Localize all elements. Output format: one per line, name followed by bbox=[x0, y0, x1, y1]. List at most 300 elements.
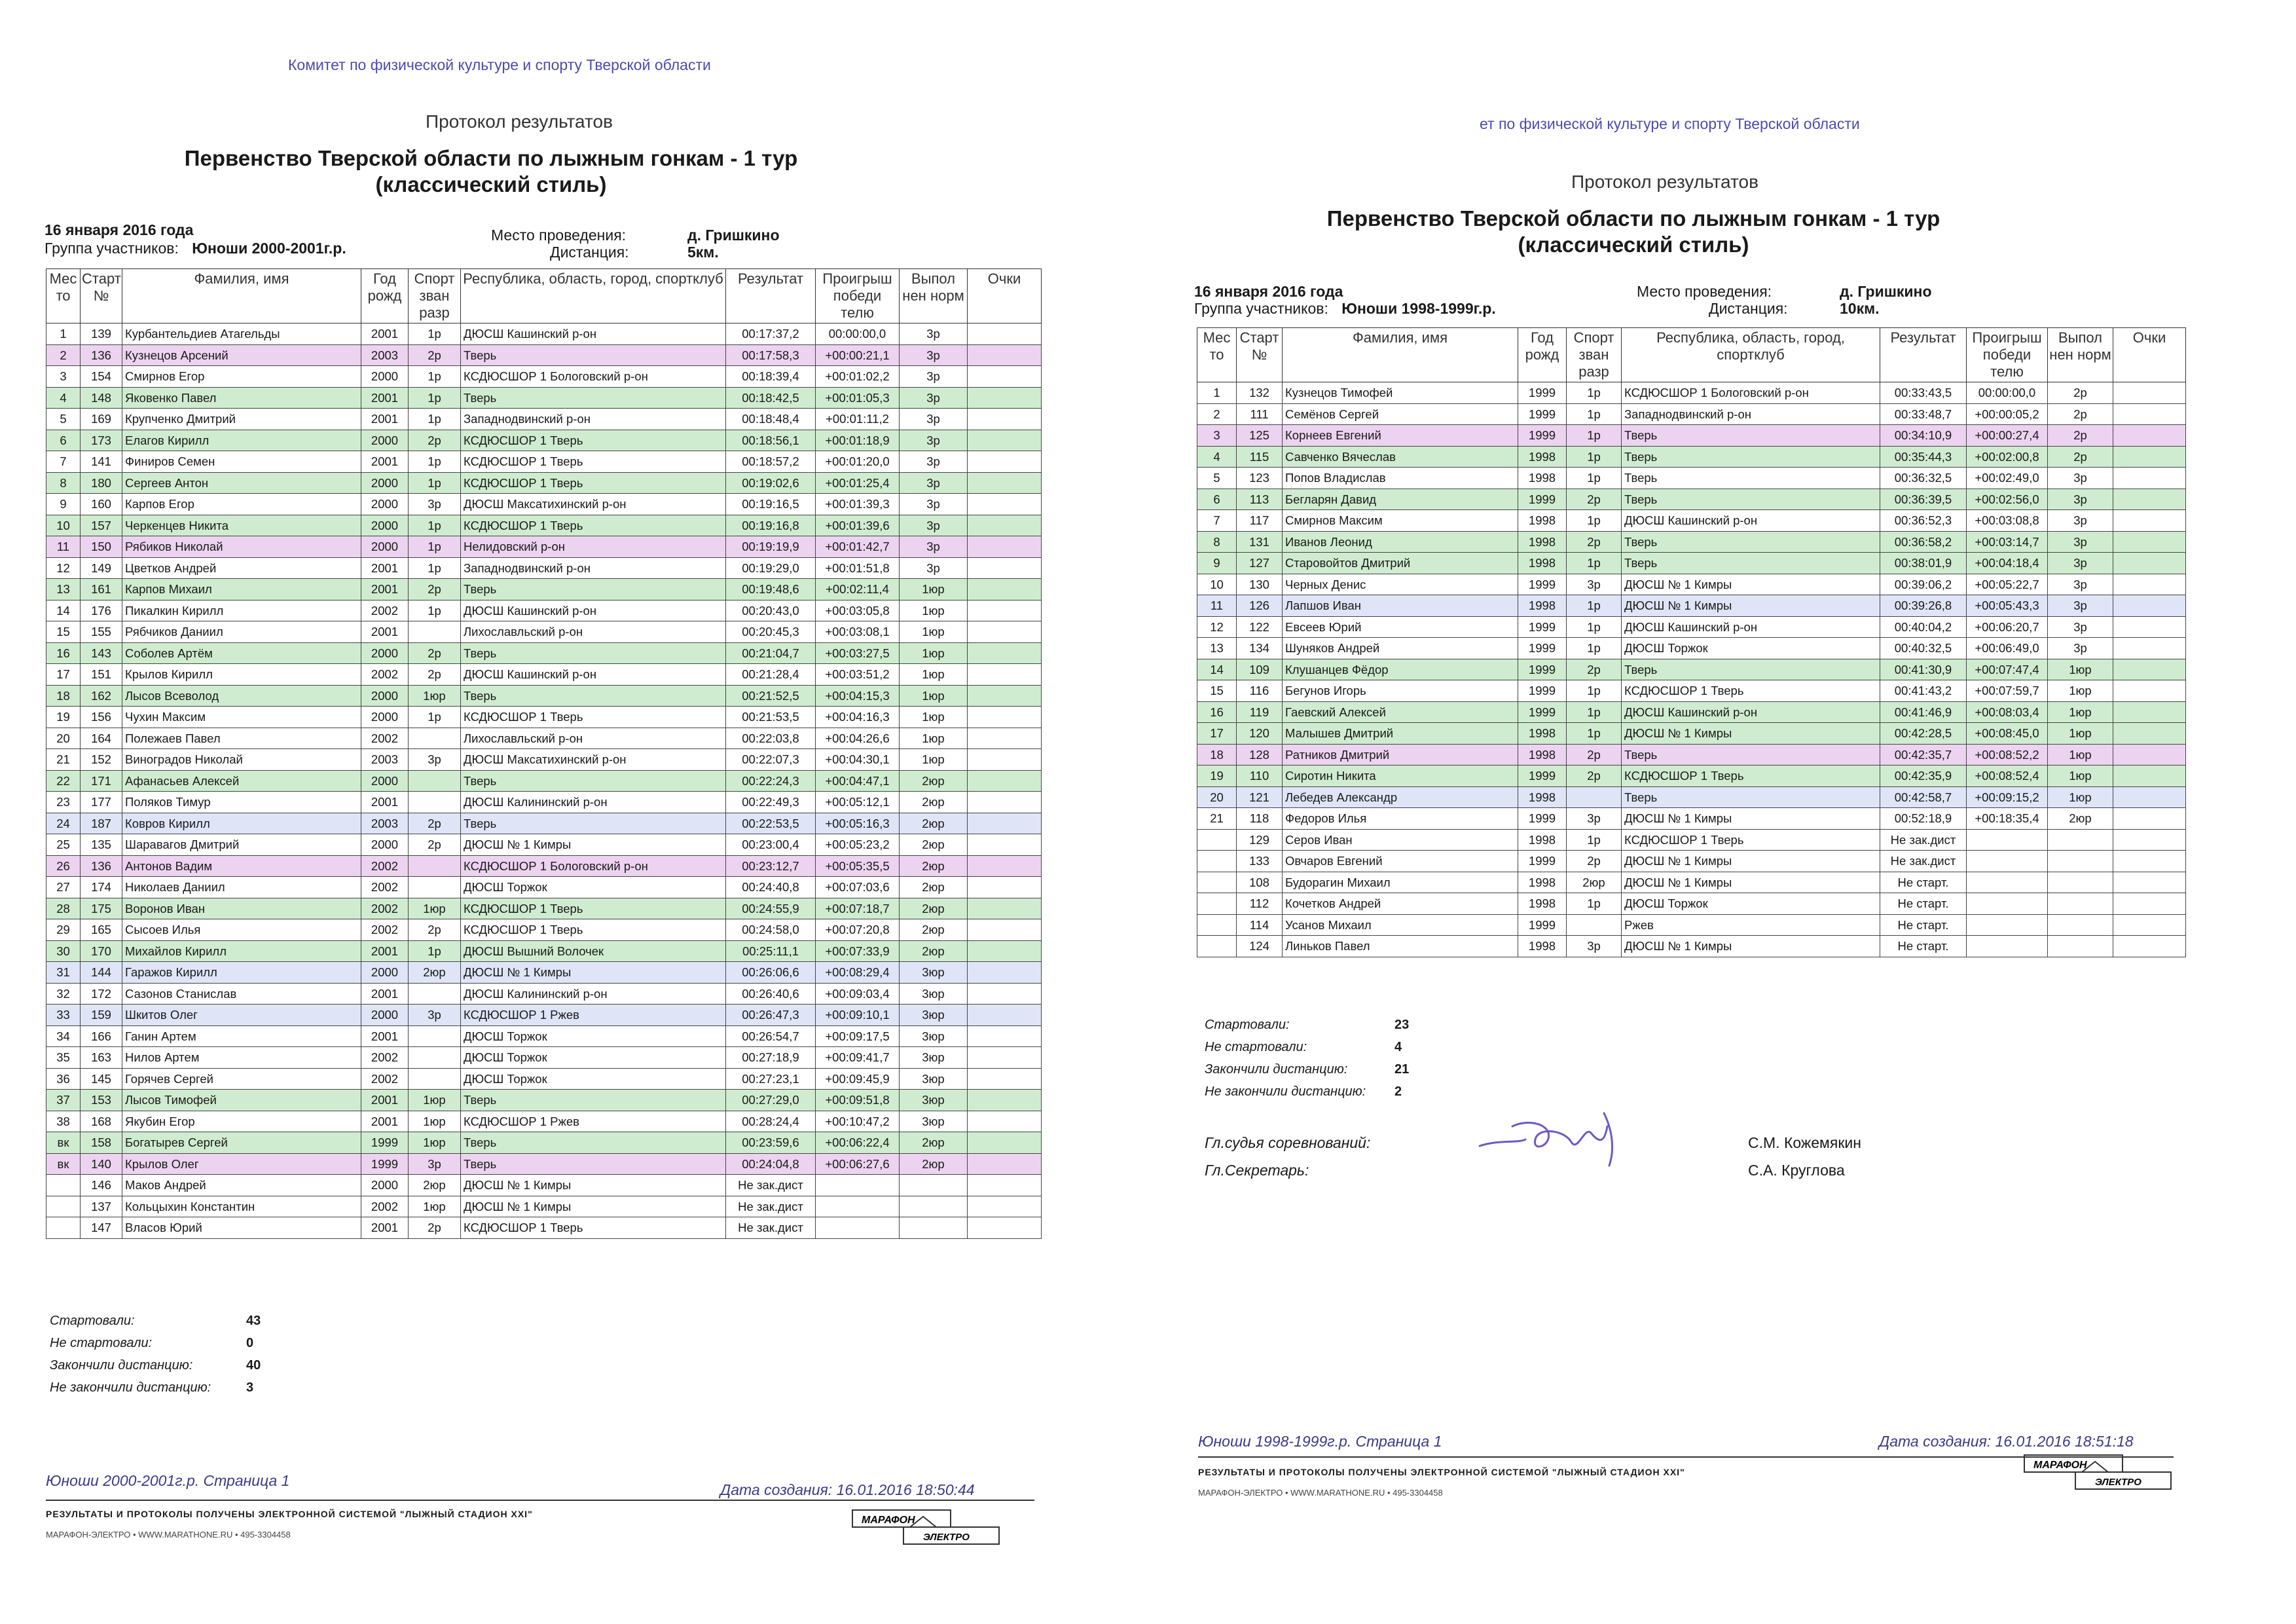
name-cell: Николаев Даниил bbox=[122, 877, 361, 898]
result-cell: 00:19:19,9 bbox=[726, 536, 816, 558]
birth-year-cell: 1998 bbox=[1518, 531, 1567, 553]
gap-cell: +00:04:18,4 bbox=[1967, 553, 2048, 574]
place-cell bbox=[1197, 872, 1237, 893]
norm-cell: 1юр bbox=[900, 642, 968, 664]
name-cell: Кольцыхин Константин bbox=[122, 1196, 361, 1217]
birth-year-cell: 1998 bbox=[1518, 829, 1567, 851]
result-cell: Не старт. bbox=[1880, 914, 1967, 936]
points-cell bbox=[968, 1111, 1042, 1132]
birth-year-cell: 2000 bbox=[361, 472, 409, 494]
table-row bbox=[46, 1132, 1042, 1154]
bib-cell: 145 bbox=[81, 1068, 122, 1090]
stats-label: Закончили дистанцию: bbox=[1205, 1062, 1348, 1077]
place-cell: 20 bbox=[46, 728, 81, 749]
rank-cell: 1р bbox=[409, 940, 461, 962]
club-cell: ДЮСШ № 1 Кимры bbox=[1622, 936, 1880, 957]
norm-cell: 2р bbox=[2048, 403, 2113, 425]
norm-cell: 2юр bbox=[900, 792, 968, 813]
norm-cell: 1юр bbox=[2048, 701, 2113, 723]
result-cell: 00:21:53,5 bbox=[726, 707, 816, 728]
place-cell: 4 bbox=[1197, 446, 1237, 468]
table-row bbox=[46, 855, 1042, 877]
points-cell bbox=[968, 494, 1042, 515]
norm-cell: 3р bbox=[2048, 574, 2113, 595]
birth-year-cell: 2001 bbox=[361, 1217, 409, 1239]
club-cell: КСДЮСШОР 1 Ржев bbox=[461, 1005, 726, 1026]
result-cell: 00:42:58,7 bbox=[1880, 786, 1967, 808]
result-cell: 00:23:00,4 bbox=[726, 834, 816, 856]
norm-cell: 3р bbox=[2048, 616, 2113, 638]
result-cell: 00:41:30,9 bbox=[1880, 659, 1967, 680]
table-row bbox=[46, 664, 1042, 686]
rank-cell bbox=[409, 1068, 461, 1090]
championship-title-line1: Первенство Тверской области по лыжным гонкам - 1 тур bbox=[1326, 206, 1941, 231]
club-cell: ДЮСШ Максатихинский р-он bbox=[461, 749, 726, 771]
result-cell: 00:21:28,4 bbox=[726, 664, 816, 686]
rank-cell: 2р bbox=[409, 430, 461, 451]
club-cell: Западнодвинский р-он bbox=[1622, 403, 1880, 425]
group-value: Юноши 1998-1999г.р. bbox=[1341, 300, 1496, 317]
venue-row bbox=[491, 227, 780, 244]
championship-title-line2: (классический стиль) bbox=[1518, 232, 1749, 257]
norm-cell bbox=[2048, 936, 2113, 957]
table-row bbox=[46, 707, 1042, 728]
bib-cell: 172 bbox=[81, 983, 122, 1005]
committee-header: ет по физической культуре и спорту Тверской области bbox=[1480, 115, 1860, 132]
gap-cell: +00:02:00,8 bbox=[1967, 446, 2048, 468]
result-cell: 00:24:58,0 bbox=[726, 919, 816, 941]
stats-value: 21 bbox=[1394, 1062, 1410, 1077]
stats-value: 40 bbox=[246, 1358, 261, 1373]
rank-cell bbox=[409, 621, 461, 643]
points-cell bbox=[968, 621, 1042, 643]
norm-cell: 3р bbox=[2048, 531, 2113, 553]
norm-cell bbox=[900, 1196, 968, 1217]
norm-cell: 1юр bbox=[2048, 786, 2113, 808]
stats-row bbox=[1205, 1036, 1402, 1058]
points-cell bbox=[968, 1132, 1042, 1154]
norm-cell: 1юр bbox=[2048, 766, 2113, 787]
result-cell: 00:18:39,4 bbox=[726, 366, 816, 388]
bib-cell: 146 bbox=[81, 1175, 122, 1196]
result-cell: 00:40:32,5 bbox=[1880, 638, 1967, 659]
norm-cell: 2юр bbox=[2048, 808, 2113, 830]
rank-cell: 1р bbox=[1567, 468, 1622, 489]
name-cell: Шаравагов Дмитрий bbox=[122, 834, 361, 856]
points-cell bbox=[2113, 446, 2186, 468]
bib-cell: 121 bbox=[1237, 786, 1283, 808]
result-cell: 00:24:55,9 bbox=[726, 898, 816, 919]
bib-cell: 161 bbox=[81, 579, 122, 600]
norm-cell: 3р bbox=[900, 344, 968, 366]
rank-cell: 1р bbox=[1567, 680, 1622, 702]
bib-cell: 154 bbox=[81, 366, 122, 388]
norm-cell: 3р bbox=[900, 430, 968, 451]
name-cell: Богатырев Сергей bbox=[122, 1132, 361, 1154]
gap-cell: +00:01:20,0 bbox=[816, 451, 900, 473]
points-cell bbox=[968, 451, 1042, 473]
bib-cell: 133 bbox=[1237, 851, 1283, 872]
norm-cell: 3р bbox=[2048, 489, 2113, 510]
birth-year-cell: 1998 bbox=[1518, 872, 1567, 893]
points-cell bbox=[2113, 553, 2186, 574]
points-cell bbox=[968, 983, 1042, 1005]
bib-cell: 163 bbox=[81, 1047, 122, 1069]
points-cell bbox=[968, 472, 1042, 494]
name-cell: Черкенцев Никита bbox=[122, 515, 361, 536]
points-cell bbox=[2113, 468, 2186, 489]
place-cell: 38 bbox=[46, 1111, 81, 1132]
bib-cell: 114 bbox=[1237, 914, 1283, 936]
rank-cell: 1р bbox=[1567, 403, 1622, 425]
rank-cell: 1юр bbox=[409, 898, 461, 919]
stats-label: Не стартовали: bbox=[1205, 1040, 1307, 1054]
points-cell bbox=[968, 579, 1042, 600]
gap-cell bbox=[816, 1196, 900, 1217]
birth-year-cell: 2000 bbox=[361, 707, 409, 728]
table-row bbox=[1197, 382, 2186, 404]
points-cell bbox=[968, 749, 1042, 771]
gap-cell bbox=[1967, 829, 2048, 851]
points-cell bbox=[2113, 766, 2186, 787]
place-cell: 28 bbox=[46, 898, 81, 919]
name-cell: Смирнов Егор bbox=[122, 366, 361, 388]
marathon-logo-icon bbox=[2023, 1452, 2174, 1493]
place-cell: 3 bbox=[46, 366, 81, 388]
bib-cell: 151 bbox=[81, 664, 122, 686]
rank-cell: 1р bbox=[1567, 510, 1622, 532]
logo-bottom-text: ЭЛЕКТРО bbox=[923, 1532, 970, 1543]
points-cell bbox=[968, 557, 1042, 579]
points-cell bbox=[968, 387, 1042, 409]
bib-cell: 127 bbox=[1237, 553, 1283, 574]
column-header: Очки bbox=[968, 269, 1042, 323]
name-cell: Будорагин Михаил bbox=[1283, 872, 1518, 893]
place-cell: 1 bbox=[46, 323, 81, 345]
table-row bbox=[46, 409, 1042, 430]
table-row bbox=[1197, 616, 2186, 638]
birth-year-cell: 2001 bbox=[361, 323, 409, 345]
place-cell: 7 bbox=[1197, 510, 1237, 532]
place-cell bbox=[46, 1196, 81, 1217]
venue-value: д. Гришкино bbox=[687, 227, 780, 244]
rank-cell: 1р bbox=[1567, 595, 1622, 617]
result-cell: 00:26:40,6 bbox=[726, 983, 816, 1005]
rank-cell: 1р bbox=[409, 600, 461, 621]
name-cell: Серов Иван bbox=[1283, 829, 1518, 851]
birth-year-cell: 2001 bbox=[361, 557, 409, 579]
distance-row bbox=[550, 244, 719, 261]
points-cell bbox=[968, 685, 1042, 707]
name-cell: Маков Андрей bbox=[122, 1175, 361, 1196]
rank-cell: 2р bbox=[409, 664, 461, 686]
championship-title bbox=[151, 145, 831, 198]
name-cell: Карпов Егор bbox=[122, 494, 361, 515]
event-date: 16 января 2016 года bbox=[45, 221, 194, 238]
birth-year-cell: 2000 bbox=[361, 1175, 409, 1196]
table-row bbox=[46, 792, 1042, 813]
bib-cell: 159 bbox=[81, 1005, 122, 1026]
norm-cell: 3юр bbox=[900, 962, 968, 984]
name-cell: Карпов Михаил bbox=[122, 579, 361, 600]
points-cell bbox=[968, 792, 1042, 813]
points-cell bbox=[2113, 914, 2186, 936]
table-row bbox=[1197, 893, 2186, 915]
norm-cell bbox=[2048, 914, 2113, 936]
rank-cell: 3р bbox=[409, 749, 461, 771]
place-cell: 17 bbox=[46, 664, 81, 686]
result-cell: 00:27:18,9 bbox=[726, 1047, 816, 1069]
column-header: Выпол нен норм bbox=[2048, 328, 2113, 382]
gap-cell bbox=[1967, 893, 2048, 915]
birth-year-cell: 1998 bbox=[1518, 893, 1567, 915]
result-cell: 00:38:01,9 bbox=[1880, 553, 1967, 574]
club-cell: ДЮСШ № 1 Кимры bbox=[1622, 872, 1880, 893]
name-cell: Яковенко Павел bbox=[122, 387, 361, 409]
points-cell bbox=[968, 366, 1042, 388]
name-cell: Цветков Андрей bbox=[122, 557, 361, 579]
gap-cell bbox=[1967, 936, 2048, 957]
club-cell: ДЮСШ Кашинский р-он bbox=[461, 323, 726, 345]
table-row bbox=[46, 728, 1042, 749]
points-cell bbox=[968, 1196, 1042, 1217]
name-cell: Федоров Илья bbox=[1283, 808, 1518, 830]
bib-cell: 148 bbox=[81, 387, 122, 409]
points-cell bbox=[968, 323, 1042, 345]
gap-cell: +00:01:05,3 bbox=[816, 387, 900, 409]
points-cell bbox=[2113, 936, 2186, 957]
place-cell: 18 bbox=[1197, 744, 1237, 766]
protocol-title: Протокол результатов bbox=[1571, 172, 1758, 192]
bib-cell: 175 bbox=[81, 898, 122, 919]
name-cell: Воронов Иван bbox=[122, 898, 361, 919]
birth-year-cell: 1998 bbox=[1518, 510, 1567, 532]
table-row bbox=[46, 983, 1042, 1005]
result-cell: 00:25:11,1 bbox=[726, 940, 816, 962]
club-cell: КСДЮСШОР 1 Тверь bbox=[461, 898, 726, 919]
result-cell: 00:22:49,3 bbox=[726, 792, 816, 813]
birth-year-cell: 2001 bbox=[361, 451, 409, 473]
place-cell: 12 bbox=[1197, 616, 1237, 638]
gap-cell: +00:07:47,4 bbox=[1967, 659, 2048, 680]
rank-cell: 1р bbox=[409, 451, 461, 473]
rank-cell: 1р bbox=[409, 536, 461, 558]
result-cell: 00:41:43,2 bbox=[1880, 680, 1967, 702]
table-row bbox=[46, 323, 1042, 345]
place-cell: 5 bbox=[46, 409, 81, 430]
name-cell: Антонов Вадим bbox=[122, 855, 361, 877]
table-row bbox=[46, 1005, 1042, 1026]
birth-year-cell: 1999 bbox=[361, 1132, 409, 1154]
gap-cell: +00:07:33,9 bbox=[816, 940, 900, 962]
table-row bbox=[46, 1196, 1042, 1217]
name-cell: Виноградов Николай bbox=[122, 749, 361, 771]
column-header: Год рожд bbox=[361, 269, 409, 323]
table-row bbox=[1197, 510, 2186, 532]
birth-year-cell: 1999 bbox=[1518, 914, 1567, 936]
result-cell: 00:17:58,3 bbox=[726, 344, 816, 366]
table-row bbox=[1197, 723, 2186, 745]
name-cell: Шуняков Андрей bbox=[1283, 638, 1518, 659]
club-cell: КСДЮСШОР 1 Тверь bbox=[461, 430, 726, 451]
birth-year-cell: 1999 bbox=[1518, 574, 1567, 595]
norm-cell: 1юр bbox=[2048, 659, 2113, 680]
points-cell bbox=[968, 834, 1042, 856]
bib-cell: 136 bbox=[81, 344, 122, 366]
place-cell: 11 bbox=[46, 536, 81, 558]
result-cell: Не старт. bbox=[1880, 872, 1967, 893]
norm-cell: 2юр bbox=[900, 1132, 968, 1154]
column-header: Спорт зван разр bbox=[1567, 328, 1622, 382]
birth-year-cell: 1998 bbox=[1518, 786, 1567, 808]
result-cell: Не зак.дист bbox=[726, 1175, 816, 1196]
stats-row bbox=[50, 1332, 254, 1354]
stats-label: Не закончили дистанцию: bbox=[50, 1380, 211, 1395]
name-cell: Кочетков Андрей bbox=[1283, 893, 1518, 915]
rank-cell: 3р bbox=[409, 494, 461, 515]
table-row bbox=[1197, 851, 2186, 872]
club-cell: ДЮСШ Торжок bbox=[461, 1068, 726, 1090]
club-cell: ДЮСШ № 1 Кимры bbox=[461, 962, 726, 984]
result-cell: 00:19:48,6 bbox=[726, 579, 816, 600]
logo-bottom-text: ЭЛЕКТРО bbox=[2095, 1477, 2141, 1488]
result-cell: 00:26:54,7 bbox=[726, 1025, 816, 1047]
bib-cell: 137 bbox=[81, 1196, 122, 1217]
protocol-title: Протокол результатов bbox=[426, 111, 613, 132]
norm-cell bbox=[2048, 829, 2113, 851]
club-cell: Тверь bbox=[461, 387, 726, 409]
place-cell: 12 bbox=[46, 557, 81, 579]
result-cell: 00:17:37,2 bbox=[726, 323, 816, 345]
bib-cell: 180 bbox=[81, 472, 122, 494]
gap-cell: +00:01:18,9 bbox=[816, 430, 900, 451]
result-cell: 00:41:46,9 bbox=[1880, 701, 1967, 723]
gap-cell: +00:09:45,9 bbox=[816, 1068, 900, 1090]
gap-cell: +00:03:08,1 bbox=[816, 621, 900, 643]
stats-row bbox=[1205, 1058, 1410, 1080]
points-cell bbox=[968, 898, 1042, 919]
norm-cell: 3р bbox=[900, 472, 968, 494]
club-cell: КСДЮСШОР 1 Ржев bbox=[461, 1111, 726, 1132]
rank-cell: 2р bbox=[409, 834, 461, 856]
results-table-left bbox=[46, 268, 1042, 1239]
club-cell: КСДЮСШОР 1 Тверь bbox=[1622, 680, 1880, 702]
birth-year-cell: 2003 bbox=[361, 813, 409, 834]
rank-cell: 1р bbox=[1567, 829, 1622, 851]
birth-year-cell: 2001 bbox=[361, 1090, 409, 1111]
norm-cell: 1юр bbox=[900, 707, 968, 728]
place-cell: 34 bbox=[46, 1025, 81, 1047]
points-cell bbox=[968, 1025, 1042, 1047]
table-row bbox=[46, 1111, 1042, 1132]
result-cell: 00:34:10,9 bbox=[1880, 425, 1967, 447]
points-cell bbox=[968, 1047, 1042, 1069]
name-cell: Сиротин Никита bbox=[1283, 766, 1518, 787]
championship-title-line2: (классический стиль) bbox=[375, 172, 607, 196]
norm-cell: 2р bbox=[2048, 446, 2113, 468]
stats-row bbox=[50, 1376, 254, 1399]
birth-year-cell: 1998 bbox=[1518, 468, 1567, 489]
norm-cell: 2юр bbox=[900, 1153, 968, 1175]
place-cell: 4 bbox=[46, 387, 81, 409]
gap-cell: +00:05:12,1 bbox=[816, 792, 900, 813]
birth-year-cell: 2000 bbox=[361, 515, 409, 536]
stats-block-right bbox=[1205, 1014, 1410, 1103]
bib-cell: 149 bbox=[81, 557, 122, 579]
table-row bbox=[1197, 638, 2186, 659]
points-cell bbox=[968, 1217, 1042, 1239]
name-cell: Сазонов Станислав bbox=[122, 983, 361, 1005]
group-row bbox=[1194, 300, 1496, 318]
club-cell: ДЮСШ Торжок bbox=[461, 1047, 726, 1069]
result-cell: 00:36:52,3 bbox=[1880, 510, 1967, 532]
bib-cell: 110 bbox=[1237, 766, 1283, 787]
rank-cell bbox=[409, 728, 461, 749]
table-row bbox=[1197, 829, 2186, 851]
stats-label: Стартовали: bbox=[50, 1314, 135, 1328]
bib-cell: 165 bbox=[81, 919, 122, 941]
name-cell: Рябиков Николай bbox=[122, 536, 361, 558]
place-cell: 16 bbox=[46, 642, 81, 664]
name-cell: Кузнецов Арсений bbox=[122, 344, 361, 366]
norm-cell: 3р bbox=[2048, 638, 2113, 659]
result-cell: 00:26:47,3 bbox=[726, 1005, 816, 1026]
stats-row bbox=[50, 1354, 261, 1376]
table-row bbox=[46, 494, 1042, 515]
bib-cell: 150 bbox=[81, 536, 122, 558]
club-cell: Тверь bbox=[1622, 489, 1880, 510]
table-row bbox=[46, 430, 1042, 451]
table-header-row bbox=[1197, 328, 2186, 382]
result-cell: Не старт. bbox=[1880, 936, 1967, 957]
result-cell: Не зак.дист bbox=[726, 1196, 816, 1217]
birth-year-cell: 1998 bbox=[1518, 595, 1567, 617]
results-table-right bbox=[1197, 327, 2186, 957]
bib-cell: 174 bbox=[81, 877, 122, 898]
place-cell: вк bbox=[46, 1132, 81, 1154]
place-cell: 9 bbox=[1197, 553, 1237, 574]
table-header-row bbox=[46, 269, 1042, 323]
result-cell: 00:36:32,5 bbox=[1880, 468, 1967, 489]
place-cell: 19 bbox=[1197, 766, 1237, 787]
birth-year-cell: 2001 bbox=[361, 621, 409, 643]
points-cell bbox=[2113, 595, 2186, 617]
norm-cell: 3р bbox=[2048, 595, 2113, 617]
bib-cell: 125 bbox=[1237, 425, 1283, 447]
place-cell bbox=[46, 1217, 81, 1239]
points-cell bbox=[2113, 808, 2186, 830]
result-cell: 00:27:29,0 bbox=[726, 1090, 816, 1111]
column-header: Фамилия, имя bbox=[1283, 328, 1518, 382]
name-cell: Малышев Дмитрий bbox=[1283, 723, 1518, 745]
points-cell bbox=[968, 1068, 1042, 1090]
gap-cell bbox=[816, 1217, 900, 1239]
place-cell: 15 bbox=[1197, 680, 1237, 702]
table-row bbox=[46, 600, 1042, 621]
bib-cell: 119 bbox=[1237, 701, 1283, 723]
club-cell: Тверь bbox=[1622, 553, 1880, 574]
rank-cell: 2р bbox=[1567, 489, 1622, 510]
rank-cell: 2р bbox=[409, 813, 461, 834]
bib-cell: 128 bbox=[1237, 744, 1283, 766]
result-cell: 00:42:35,9 bbox=[1880, 766, 1967, 787]
bib-cell: 132 bbox=[1237, 382, 1283, 404]
birth-year-cell: 1998 bbox=[1518, 744, 1567, 766]
result-cell: 00:27:23,1 bbox=[726, 1068, 816, 1090]
name-cell: Семёнов Сергей bbox=[1283, 403, 1518, 425]
club-cell: КСДЮСШОР 1 Бологовский р-он bbox=[461, 855, 726, 877]
points-cell bbox=[968, 515, 1042, 536]
